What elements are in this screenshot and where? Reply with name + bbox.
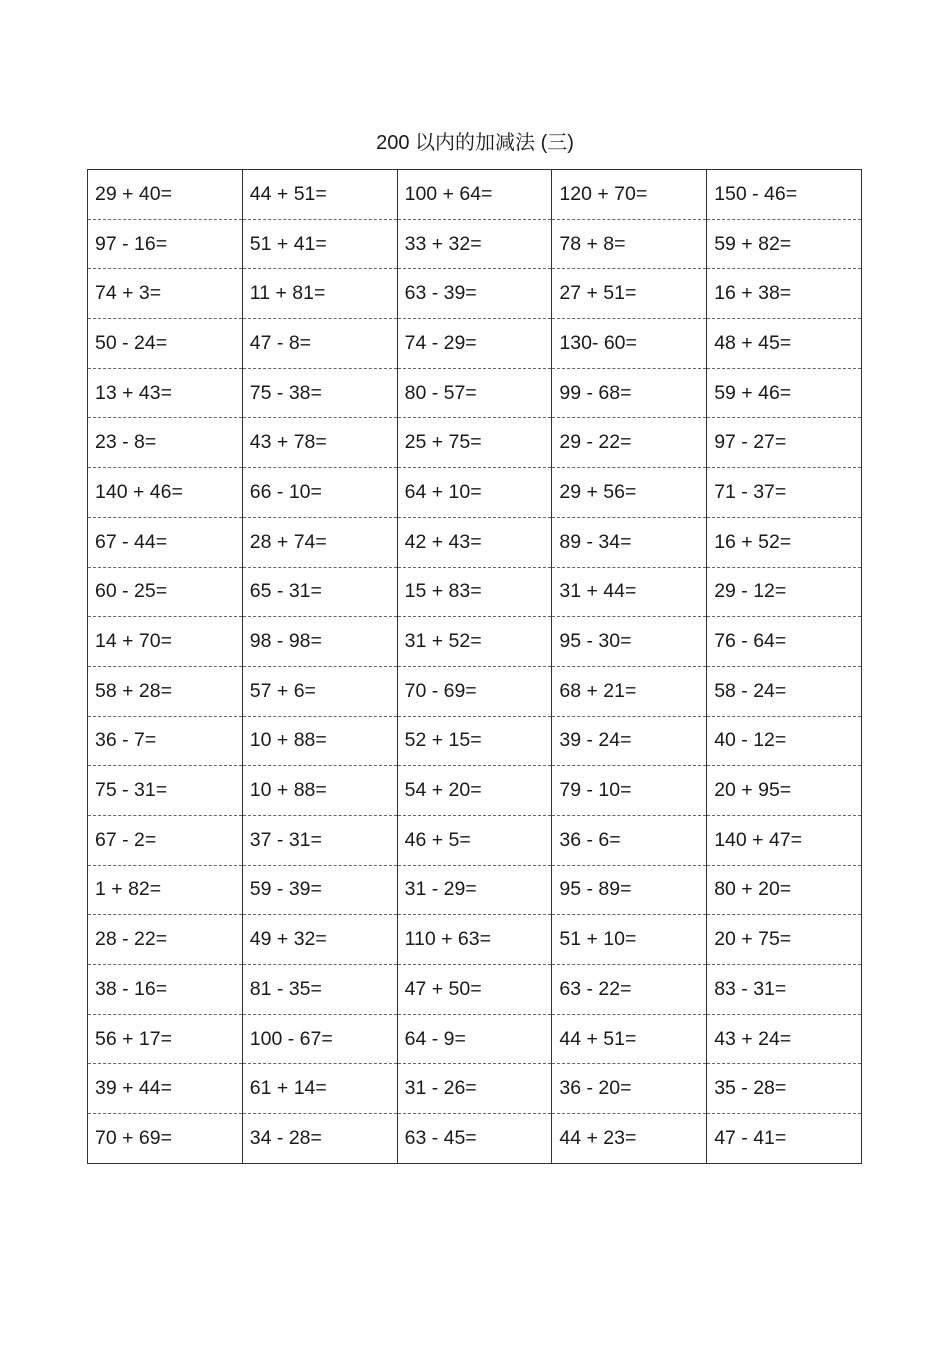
problem-cell: 98 - 98= xyxy=(242,617,397,667)
problem-cell: 47 - 8= xyxy=(242,319,397,369)
problem-row xyxy=(88,766,862,816)
problem-cell: 31 + 52= xyxy=(397,617,552,667)
problem-cell: 150 - 46= xyxy=(707,170,862,220)
problem-cell: 80 - 57= xyxy=(397,368,552,418)
problem-row xyxy=(88,418,862,468)
problem-row xyxy=(88,567,862,617)
problem-cell: 59 - 39= xyxy=(242,865,397,915)
problem-cell: 28 + 74= xyxy=(242,517,397,567)
problem-cell: 36 - 6= xyxy=(552,815,707,865)
problem-cell: 97 - 27= xyxy=(707,418,862,468)
problem-cell: 140 + 46= xyxy=(88,468,243,518)
problem-cell: 59 + 82= xyxy=(707,219,862,269)
problem-cell: 39 - 24= xyxy=(552,716,707,766)
problem-cell: 95 - 89= xyxy=(552,865,707,915)
problem-cell: 16 + 52= xyxy=(707,517,862,567)
problem-cell: 49 + 32= xyxy=(242,915,397,965)
problem-cell: 29 + 40= xyxy=(88,170,243,220)
problem-cell: 78 + 8= xyxy=(552,219,707,269)
problem-cell: 23 - 8= xyxy=(88,418,243,468)
problem-cell: 44 + 51= xyxy=(242,170,397,220)
problem-cell: 66 - 10= xyxy=(242,468,397,518)
problem-cell: 81 - 35= xyxy=(242,965,397,1015)
problem-cell: 52 + 15= xyxy=(397,716,552,766)
problem-cell: 89 - 34= xyxy=(552,517,707,567)
problem-cell: 31 + 44= xyxy=(552,567,707,617)
problem-cell: 10 + 88= xyxy=(242,716,397,766)
problem-cell: 54 + 20= xyxy=(397,766,552,816)
problem-cell: 38 - 16= xyxy=(88,965,243,1015)
problem-cell: 76 - 64= xyxy=(707,617,862,667)
problem-row xyxy=(88,219,862,269)
problem-row xyxy=(88,666,862,716)
problem-cell: 63 - 22= xyxy=(552,965,707,1015)
problem-cell: 71 - 37= xyxy=(707,468,862,518)
problem-cell: 33 + 32= xyxy=(397,219,552,269)
problem-cell: 20 + 75= xyxy=(707,915,862,965)
problem-cell: 11 + 81= xyxy=(242,269,397,319)
problem-cell: 61 + 14= xyxy=(242,1064,397,1114)
problem-cell: 48 + 45= xyxy=(707,319,862,369)
problem-cell: 15 + 83= xyxy=(397,567,552,617)
problem-cell: 35 - 28= xyxy=(707,1064,862,1114)
problem-cell: 13 + 43= xyxy=(88,368,243,418)
problem-cell: 120 + 70= xyxy=(552,170,707,220)
problem-cell: 51 + 41= xyxy=(242,219,397,269)
problem-cell: 65 - 31= xyxy=(242,567,397,617)
problem-cell: 36 - 20= xyxy=(552,1064,707,1114)
problem-row xyxy=(88,269,862,319)
problem-cell: 46 + 5= xyxy=(397,815,552,865)
problem-row xyxy=(88,517,862,567)
problem-cell: 29 + 56= xyxy=(552,468,707,518)
problem-cell: 67 - 2= xyxy=(88,815,243,865)
problem-cell: 16 + 38= xyxy=(707,269,862,319)
problem-cell: 36 - 7= xyxy=(88,716,243,766)
problem-row xyxy=(88,865,862,915)
problem-cell: 100 - 67= xyxy=(242,1014,397,1064)
problem-row xyxy=(88,1114,862,1164)
problem-cell: 57 + 6= xyxy=(242,666,397,716)
problem-cell: 20 + 95= xyxy=(707,766,862,816)
problem-row xyxy=(88,716,862,766)
problem-cell: 25 + 75= xyxy=(397,418,552,468)
problem-row xyxy=(88,965,862,1015)
problem-cell: 29 - 22= xyxy=(552,418,707,468)
problem-cell: 74 + 3= xyxy=(88,269,243,319)
page-title: 200 以内的加减法 (三) xyxy=(376,132,574,154)
problem-table-body xyxy=(88,170,862,1164)
problem-cell: 75 - 31= xyxy=(88,766,243,816)
problem-cell: 97 - 16= xyxy=(88,219,243,269)
problem-cell: 31 - 26= xyxy=(397,1064,552,1114)
problem-cell: 43 + 78= xyxy=(242,418,397,468)
problem-cell: 63 - 45= xyxy=(397,1114,552,1164)
problem-cell: 67 - 44= xyxy=(88,517,243,567)
problem-cell: 56 + 17= xyxy=(88,1014,243,1064)
problem-cell: 27 + 51= xyxy=(552,269,707,319)
problem-cell: 44 + 51= xyxy=(552,1014,707,1064)
problem-cell: 40 - 12= xyxy=(707,716,862,766)
problem-cell: 50 - 24= xyxy=(88,319,243,369)
problem-cell: 29 - 12= xyxy=(707,567,862,617)
problem-cell: 64 + 10= xyxy=(397,468,552,518)
problem-cell: 79 - 10= xyxy=(552,766,707,816)
problem-cell: 42 + 43= xyxy=(397,517,552,567)
problem-cell: 140 + 47= xyxy=(707,815,862,865)
problem-cell: 14 + 70= xyxy=(88,617,243,667)
problem-row xyxy=(88,170,862,220)
problem-row xyxy=(88,815,862,865)
problem-row xyxy=(88,617,862,667)
problem-cell: 51 + 10= xyxy=(552,915,707,965)
problem-row xyxy=(88,1014,862,1064)
problem-cell: 60 - 25= xyxy=(88,567,243,617)
problem-cell: 110 + 63= xyxy=(397,915,552,965)
problem-cell: 68 + 21= xyxy=(552,666,707,716)
problem-cell: 64 - 9= xyxy=(397,1014,552,1064)
problem-cell: 80 + 20= xyxy=(707,865,862,915)
problem-cell: 130- 60= xyxy=(552,319,707,369)
problem-cell: 39 + 44= xyxy=(88,1064,243,1114)
problem-cell: 99 - 68= xyxy=(552,368,707,418)
problem-cell: 58 - 24= xyxy=(707,666,862,716)
problem-cell: 95 - 30= xyxy=(552,617,707,667)
problem-cell: 70 - 69= xyxy=(397,666,552,716)
problem-cell: 47 - 41= xyxy=(707,1114,862,1164)
problem-table xyxy=(87,169,862,1164)
problem-row xyxy=(88,368,862,418)
problem-row xyxy=(88,915,862,965)
problem-cell: 83 - 31= xyxy=(707,965,862,1015)
problem-row xyxy=(88,1064,862,1114)
problem-cell: 58 + 28= xyxy=(88,666,243,716)
problem-cell: 100 + 64= xyxy=(397,170,552,220)
problem-cell: 37 - 31= xyxy=(242,815,397,865)
problem-cell: 43 + 24= xyxy=(707,1014,862,1064)
problem-row xyxy=(88,468,862,518)
problem-row xyxy=(88,319,862,369)
problem-cell: 34 - 28= xyxy=(242,1114,397,1164)
problem-cell: 10 + 88= xyxy=(242,766,397,816)
problem-cell: 75 - 38= xyxy=(242,368,397,418)
problem-cell: 31 - 29= xyxy=(397,865,552,915)
problem-cell: 28 - 22= xyxy=(88,915,243,965)
problem-cell: 70 + 69= xyxy=(88,1114,243,1164)
problem-cell: 1 + 82= xyxy=(88,865,243,915)
problem-cell: 44 + 23= xyxy=(552,1114,707,1164)
problem-cell: 47 + 50= xyxy=(397,965,552,1015)
problem-cell: 74 - 29= xyxy=(397,319,552,369)
problem-cell: 63 - 39= xyxy=(397,269,552,319)
problem-cell: 59 + 46= xyxy=(707,368,862,418)
